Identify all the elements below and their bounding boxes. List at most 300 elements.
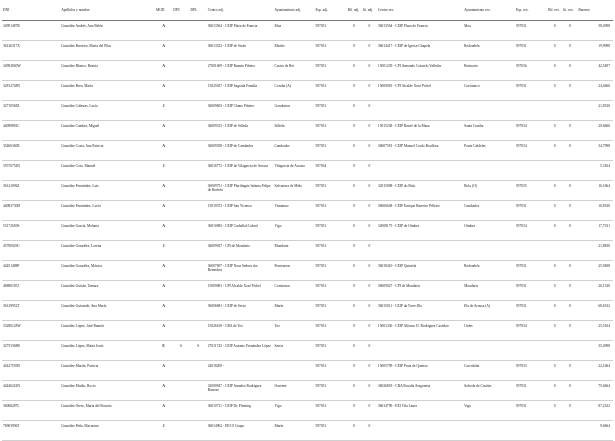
table-cell: 0 (347, 101, 362, 121)
table-cell: 36013564 - CEIP Plaza de Francia (377, 21, 463, 41)
table-cell (172, 21, 189, 41)
table-cell: González Peña, Macarena (60, 421, 155, 441)
table-cell (172, 421, 189, 441)
table-cell (172, 61, 189, 81)
table-cell: 0 (362, 361, 377, 381)
table-cell: J (155, 421, 172, 441)
table-row (2, 21, 613, 41)
table-cell: Ponteareas (274, 261, 315, 281)
table-cell: 0 (547, 401, 562, 421)
table-cell (463, 101, 515, 121)
table-cell: 36014799 - EEI Vila Laura (377, 401, 463, 421)
table-cell: 0 (547, 181, 562, 201)
table-cell: 0 (547, 361, 562, 381)
table-cell: 597031 (314, 421, 346, 441)
table-cell: González Cabezas, Lucía (60, 101, 155, 121)
table-cell: 0 (362, 61, 377, 81)
table-cell (515, 421, 547, 441)
table-cell (189, 21, 206, 41)
table-cell: 16,8330 (577, 201, 613, 221)
column-header: DNI (2, 0, 60, 21)
table-row (2, 81, 613, 101)
table-cell: 0 (562, 221, 577, 241)
table-row (2, 201, 613, 221)
table-cell: González Fernández, Luis (60, 181, 155, 201)
table-cell: 0 (562, 141, 577, 161)
table-cell: González Coto, Manuel (60, 161, 155, 181)
table-cell: 15009081 - CPI Alcalde Xosé Pichel (377, 81, 463, 101)
table-cell (547, 341, 562, 361)
table-cell: 0 (362, 41, 377, 61)
table-cell: 36126317X (2, 41, 60, 61)
table-cell: 597034 (515, 141, 547, 161)
table-cell (172, 181, 189, 201)
table-cell (189, 221, 206, 241)
table-cell: J (155, 161, 172, 181)
table-cell: 0 (547, 301, 562, 321)
table-cell (189, 121, 206, 141)
table-cell: González Costa, Ana Patricia (60, 141, 155, 161)
table-cell: S (189, 341, 206, 361)
table-cell: A (155, 141, 172, 161)
table-cell: 597033 (515, 361, 547, 381)
column-header: DPL (189, 0, 206, 21)
table-cell: González González, Lorena (60, 241, 155, 261)
table-cell: Coristanco (274, 281, 315, 301)
table-row (2, 241, 613, 261)
table-cell: Moa (274, 21, 315, 41)
table-row (2, 421, 613, 441)
table-cell: 22,1664 (577, 361, 613, 381)
table-cell: 0 (347, 121, 362, 141)
table-cell: A (155, 181, 172, 201)
table-cell (172, 161, 189, 181)
table-cell: 0 (347, 421, 362, 441)
table-cell: 0 (562, 321, 577, 341)
table-cell: 597031 (314, 81, 346, 101)
table-cell: 26,1330 (577, 281, 613, 301)
table-cell: 0 (547, 121, 562, 141)
table-cell (189, 281, 206, 301)
table-cell: 0 (347, 321, 362, 341)
table-cell: Boimorto (463, 61, 515, 81)
table-cell: 15001336 - CEIP Alfonso D. Rodríguez Castelao (377, 321, 463, 341)
table-cell: Marín (274, 301, 315, 321)
table-cell: Mondariz (463, 281, 515, 301)
table-cell: 27011743 - CEIP Antonio Fernández López (207, 341, 274, 361)
table-cell: 597031 (314, 181, 346, 201)
table-cell (189, 181, 206, 201)
table-cell: 0 (362, 261, 377, 281)
table-cell: 0 (547, 21, 562, 41)
table-cell: 36010083 - CEIP Carballal-Cabral (207, 221, 274, 241)
table-cell: Salceda de Caselas (463, 381, 515, 401)
table-cell (172, 321, 189, 341)
table-cell: 36006648 - CEIP Enrique Barreiro Pilleiro (377, 201, 463, 221)
table-row (2, 281, 613, 301)
table-cell: 597031 (314, 341, 346, 361)
table-row (2, 221, 613, 241)
table-cell (189, 241, 206, 261)
table-cell: 44451488F (2, 261, 60, 281)
table-cell: 597031 (314, 101, 346, 121)
table-cell (463, 241, 515, 261)
table-cell: 76903996T (2, 421, 60, 441)
table-row (2, 61, 613, 81)
table-cell: 0 (362, 381, 377, 401)
column-header: MOD (155, 0, 172, 21)
table-cell: 36009603 - CEIP Chano Piñeiro (207, 101, 274, 121)
table-row (2, 161, 613, 181)
table-cell: González Guisande, Ana María (60, 301, 155, 321)
table-cell (172, 301, 189, 321)
table-cell (172, 221, 189, 241)
table-cell: Vigo (274, 401, 315, 421)
table-cell: 0 (347, 241, 362, 261)
table-cell (189, 261, 206, 281)
table-cell: 597031 (314, 21, 346, 41)
table-cell: 15025037 - CEIP Sagrada Familia (207, 81, 274, 101)
table-cell: A (155, 61, 172, 81)
table-cell: 597031 (314, 221, 346, 241)
table-cell: Salvaterra de Miño (274, 181, 315, 201)
table-cell: 15026169 - CRA de Teo (207, 321, 274, 341)
table-cell: Gondomar (274, 101, 315, 121)
table-cell: 0 (347, 261, 362, 281)
table-cell: 0 (547, 261, 562, 281)
table-cell (377, 101, 463, 121)
table-cell: 16,1664 (577, 181, 613, 201)
table-cell: 17,7331 (577, 221, 613, 241)
table-cell: 36007581 - CEIP Manuel Cordo Boullosa (377, 141, 463, 161)
table-cell: Coruña (A) (274, 81, 315, 101)
table-cell: 597031 (515, 381, 547, 401)
column-header: Esp. rex. (515, 0, 547, 21)
table-cell: 36006681 - CEIP de Seixo (207, 301, 274, 321)
table-cell (172, 401, 189, 421)
table-cell: González Cambra, Miguel (60, 121, 155, 141)
table-cell: González Blanco, Beatriz (60, 61, 155, 81)
table-cell: 0 (347, 221, 362, 241)
table-cell: 597031 (515, 201, 547, 221)
table-row (2, 301, 613, 321)
table-cell (189, 141, 206, 161)
table-cell: 0 (347, 361, 362, 381)
column-header: Centro adj. (207, 0, 274, 21)
table-cell: 0 (362, 201, 377, 221)
table-row (2, 41, 613, 61)
table-cell: 0 (562, 61, 577, 81)
table-row (2, 261, 613, 281)
table-cell (274, 361, 315, 381)
table-cell: 597034 (314, 161, 346, 181)
table-cell: 0 (362, 101, 377, 121)
table-row (2, 401, 613, 421)
table-cell: 597031 (314, 301, 346, 321)
table-cell: 44098881C (2, 121, 60, 141)
table-cell: 25,9498 (577, 261, 613, 281)
table-cell (172, 201, 189, 221)
table-cell (463, 161, 515, 181)
table-cell: 87,2332 (577, 401, 613, 421)
table-cell: S (172, 341, 189, 361)
table-cell: 0 (562, 261, 577, 281)
table-cell: 36013564 - CEIP Plaza de Francia (207, 21, 274, 41)
table-cell: 0 (562, 181, 577, 201)
table-cell: 0 (347, 281, 362, 301)
table-cell: 32015008 - CEIP do Bolo (377, 181, 463, 201)
table-row (2, 101, 613, 121)
table-cell: 36009315 - CEIP de Silleda (207, 121, 274, 141)
table-cell: 25,5164 (577, 321, 613, 341)
table-header-row (2, 0, 613, 21)
table-cell: 36014902 - EEI O Grupo (207, 421, 274, 441)
table-cell (189, 421, 206, 441)
table-cell: 597031 (314, 381, 346, 401)
table-cell: 0 (362, 121, 377, 141)
table-cell: 36009358 - CEIP de Cambados (207, 141, 274, 161)
table-cell: 0 (547, 281, 562, 301)
table-cell: Mondariz (274, 241, 315, 261)
table-cell (189, 381, 206, 401)
table-cell: 5,3164 (577, 161, 613, 181)
table-cell: 44083730H (2, 201, 60, 221)
table-cell: 0 (547, 221, 562, 241)
table-cell: 0 (347, 341, 362, 361)
table-cell: 0 (562, 41, 577, 61)
table-cell (562, 341, 577, 361)
table-cell: A (155, 221, 172, 241)
table-cell: 0 (347, 181, 362, 201)
table-cell: A (155, 261, 172, 281)
table-cell: 58,4998 (577, 21, 613, 41)
table-cell (463, 421, 515, 441)
table-cell: Redondela (463, 261, 515, 281)
table-cell: González García, Melania (60, 221, 155, 241)
table-row (2, 121, 613, 141)
table-cell: 0 (347, 41, 362, 61)
table-cell: González Muiño, Rocío (60, 381, 155, 401)
table-cell: 36016772 - CEIP de Vilagarcía de Arousa (207, 161, 274, 181)
table-cell: 32000947 - CEIP Amadeo Rodríguez Barroso (207, 381, 274, 401)
table-cell: 32710568Z (2, 101, 60, 121)
table-cell: 44427559D (2, 361, 60, 381)
table-cell: 68,6332 (577, 301, 613, 321)
table-cell (172, 101, 189, 121)
table-cell: 36018410 - CEIP Quintela (377, 261, 463, 281)
table-cell (172, 361, 189, 381)
table-cell: Moa (463, 21, 515, 41)
column-header: Bil. adj. (347, 0, 362, 21)
table-cell: González López, José Ramón (60, 321, 155, 341)
table-cell: 0 (362, 181, 377, 201)
table-cell: 597035 (515, 181, 547, 201)
table-cell: 36026818 - CRA Rosalía Aragonesa (377, 381, 463, 401)
table-cell: Corcubión (463, 361, 515, 381)
table-cell: 36009027 - CPI de Mondariz (377, 281, 463, 301)
table-cell: 597031 (515, 41, 547, 61)
table-cell: 35,4998 (577, 341, 613, 361)
table-cell: A (155, 381, 172, 401)
table-cell: 32812748N (2, 81, 60, 101)
table-cell: 0 (347, 381, 362, 401)
table-cell: 0 (362, 241, 377, 261)
table-cell: J (155, 101, 172, 121)
table-cell: 597034 (515, 121, 547, 141)
table-cell: 34991487R (2, 21, 60, 41)
table-cell: Bolo (O) (463, 181, 515, 201)
table-cell: 0 (362, 321, 377, 341)
table-cell: A (155, 361, 172, 381)
table-cell: 597031 (515, 301, 547, 321)
table-cell: 0 (347, 301, 362, 321)
table-row (2, 141, 613, 161)
table-cell: A (155, 321, 172, 341)
column-header: DPC (172, 0, 189, 21)
table-cell: 597031 (515, 261, 547, 281)
table-cell: 0 (362, 161, 377, 181)
table-cell: A (155, 281, 172, 301)
table-cell: González Andrés, Ana Belén (60, 21, 155, 41)
table-cell (189, 61, 206, 81)
column-header: Apellidos y nombre (60, 0, 155, 21)
table-cell (189, 301, 206, 321)
table-cell: 21,8830 (577, 241, 613, 261)
table-cell: Teo (274, 321, 315, 341)
table-cell: Marín (274, 421, 315, 441)
table-cell: 0 (562, 281, 577, 301)
table-cell (189, 41, 206, 61)
table-cell: 36009751 - CEIP Plurilingüe Infanta Felipe de Borbón (207, 181, 274, 201)
table-cell: 597031 (314, 61, 346, 81)
table-cell (377, 421, 463, 441)
table-cell: González López, María Jesús (60, 341, 155, 361)
table-cell: 597031 (314, 401, 346, 421)
table-cell: 9,6664 (577, 421, 613, 441)
table-cell: 597031 (314, 281, 346, 301)
table-cell: González Barreiro, María del Pilar (60, 41, 155, 61)
table-row (2, 381, 613, 401)
table-cell: 0 (562, 121, 577, 141)
table-cell (189, 101, 206, 121)
table-cell: 45780029C (2, 241, 60, 261)
table-cell (189, 321, 206, 341)
table-row (2, 321, 613, 341)
table-cell (189, 161, 206, 181)
table-cell: Meaño (274, 41, 315, 61)
table-cell: A (155, 201, 172, 221)
table-cell (189, 401, 206, 421)
table-cell: 36013532 - CEIP de Sisán (207, 41, 274, 61)
table-cell: 53172650S (2, 221, 60, 241)
table-cell (463, 341, 515, 361)
table-cell: 0 (547, 81, 562, 101)
table-cell: 35570754N (2, 161, 60, 181)
table-cell (562, 161, 577, 181)
table-cell: Vigo (463, 401, 515, 421)
table-cell: 0 (562, 401, 577, 421)
table-cell: 46886185J (2, 281, 60, 301)
table-cell: González Fernández, Lucía (60, 201, 155, 221)
table-cell (172, 381, 189, 401)
table-cell (562, 241, 577, 261)
table-cell: 32008175 - CEIP de Oímbra (377, 221, 463, 241)
column-header: Ayuntamiento adj. (274, 0, 315, 21)
table-cell: González Brea, María (60, 81, 155, 101)
table-cell: 36129952T (2, 301, 60, 321)
table-cell: Oímbra (463, 221, 515, 241)
allocation-table (2, 0, 613, 441)
table-cell: Vigo (274, 221, 315, 241)
table-cell: Santa Comba (463, 121, 515, 141)
table-cell (172, 261, 189, 281)
table-cell: 15019372 - CEIP San Vicenzo (207, 201, 274, 221)
table-cell (172, 121, 189, 141)
table-cell: 0 (547, 61, 562, 81)
table-cell: González González, Mónica (60, 261, 155, 281)
table-cell: Sarria (274, 341, 315, 361)
table-cell: 0 (547, 141, 562, 161)
table-cell (189, 201, 206, 221)
table-cell: Ordes (463, 321, 515, 341)
table-cell: 0 (347, 141, 362, 161)
table-cell: Vilagarcía de Arousa (274, 161, 315, 181)
table-cell (547, 101, 562, 121)
table-cell (562, 421, 577, 441)
table-cell: 24,4666 (577, 81, 613, 101)
table-cell: 44446224N (2, 381, 60, 401)
table-cell: 19,9998 (577, 41, 613, 61)
table-cell: 20,6666 (577, 121, 613, 141)
table-cell: 0 (362, 401, 377, 421)
table-cell: 36015011 - CEIP da Torre-Illa (377, 301, 463, 321)
table-cell: 0 (347, 21, 362, 41)
table-cell: 597031 (314, 121, 346, 141)
table-cell: 0 (347, 61, 362, 81)
table-cell: 21,8330 (577, 101, 613, 121)
table-cell: 36068287L (2, 401, 60, 421)
table-cell: 597031 (314, 201, 346, 221)
column-header: Esp. adj. (314, 0, 346, 21)
table-cell: 597031 (314, 261, 346, 281)
table-cell (547, 241, 562, 261)
column-header: Iti. rex. (562, 0, 577, 21)
table-cell: 15001239 - CPI Armando Cotarelo Valledor (377, 61, 463, 81)
table-cell: 0 (347, 161, 362, 181)
table-cell: 0 (362, 301, 377, 321)
table-cell: González Martín, Patricia (60, 361, 155, 381)
table-cell: 0 (562, 361, 577, 381)
table-cell: 35466360E (2, 141, 60, 161)
column-header: Ayuntamiento rex. (463, 0, 515, 21)
table-cell: 42,5497 (577, 61, 613, 81)
table-cell: González Guisán, Tamara (60, 281, 155, 301)
table-cell: Castro de Rei (274, 61, 315, 81)
table-cell: A (155, 401, 172, 421)
table-cell (377, 161, 463, 181)
table-cell (377, 341, 463, 361)
column-header: Bil. rex. (547, 0, 562, 21)
table-cell (172, 141, 189, 161)
table-cell: A (155, 41, 172, 61)
table-cell: 36007697 - CEIP Nosa Señora dos Remedios (207, 261, 274, 281)
table-cell: 597031 (314, 241, 346, 261)
table-cell: 0 (362, 21, 377, 41)
table-cell: 0 (362, 221, 377, 241)
table-row (2, 341, 613, 361)
table-cell: 36141096Z (2, 181, 60, 201)
table-cell: 0 (547, 41, 562, 61)
